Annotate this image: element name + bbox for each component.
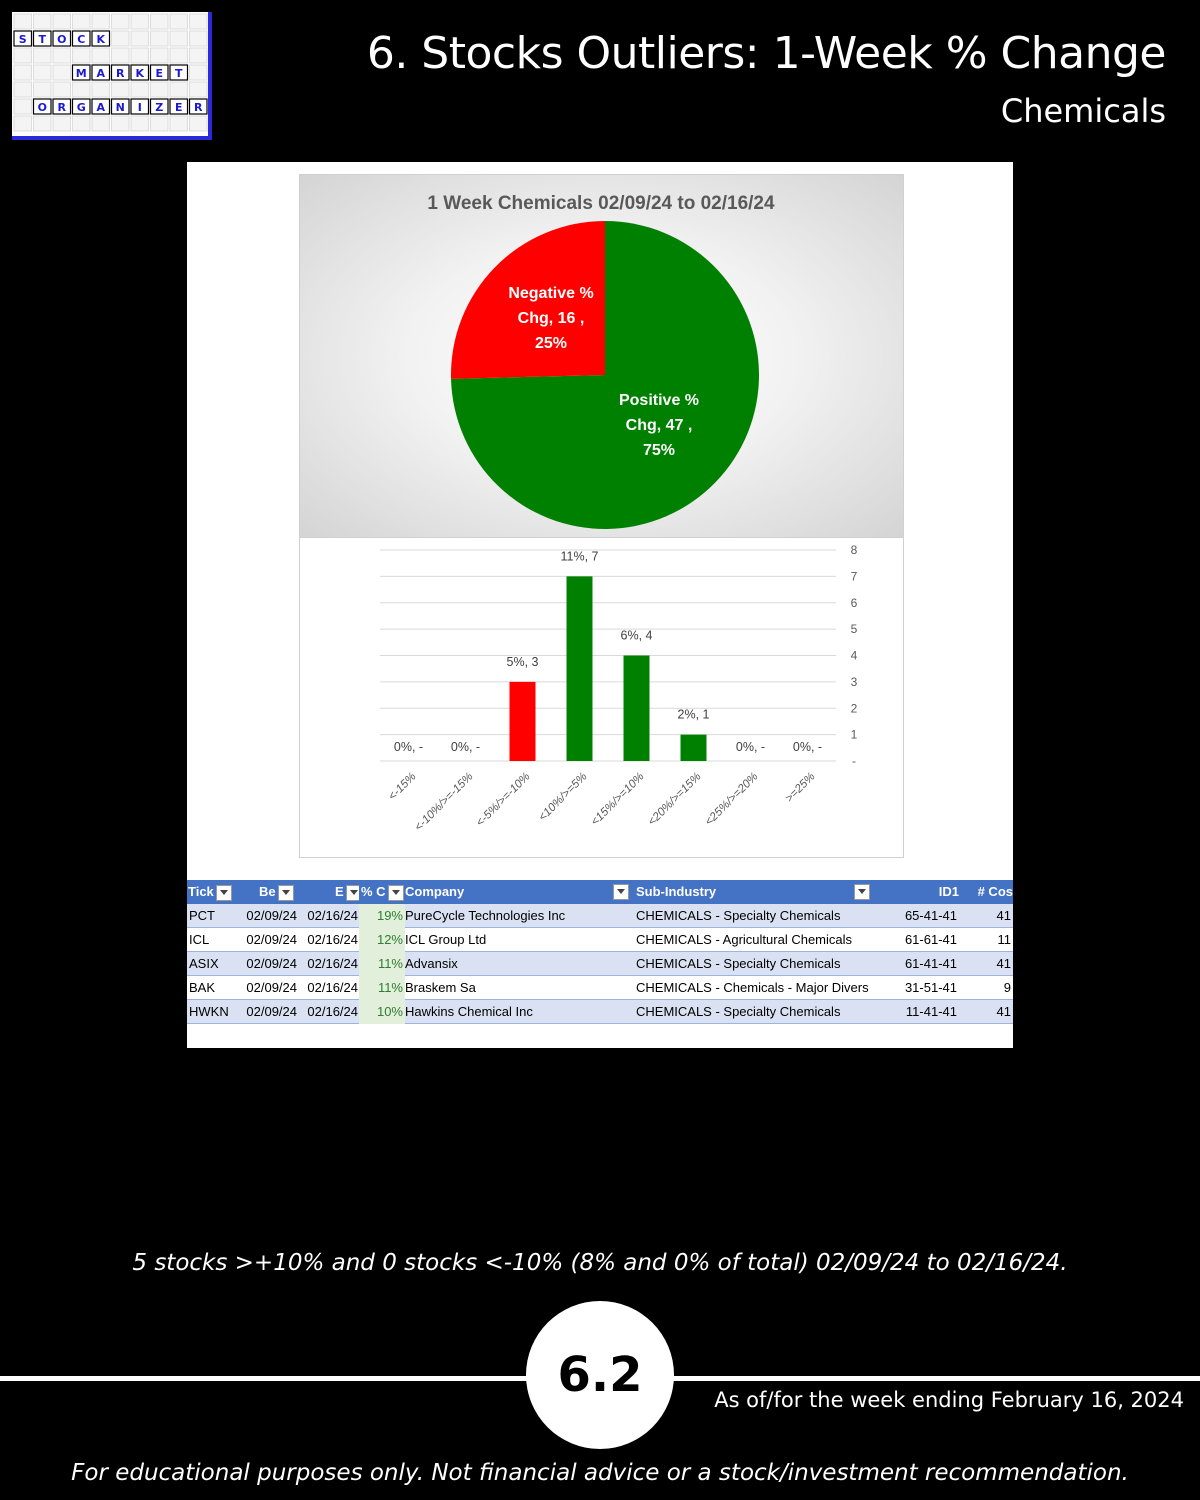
y-tick-label: 8 <box>850 543 858 557</box>
header-cell-begin[interactable]: Be <box>259 880 297 904</box>
y-tick-label: 7 <box>850 569 858 584</box>
logo-letter: N <box>115 101 125 114</box>
cell-num-cos[interactable]: 41 <box>996 956 1011 971</box>
bar-data-label: 0%, - <box>393 740 424 754</box>
logo-letter: E <box>155 67 164 80</box>
y-tick-label: 2 <box>850 701 858 716</box>
logo-letter: R <box>116 67 125 80</box>
cell-company[interactable]: PureCycle Technologies Inc <box>405 908 566 923</box>
pie-chart <box>300 175 903 537</box>
as-of-date: As of/for the week ending February 16, 2024 <box>714 1388 1184 1412</box>
bar-data-label: 2%, 1 <box>677 707 710 722</box>
cell-pct-change[interactable]: 19% <box>359 904 405 928</box>
page-subtitle: Chemicals <box>1000 92 1166 130</box>
bar <box>510 682 536 761</box>
bar-data-label: 0%, - <box>450 740 481 754</box>
x-category-label: <25%/>=20% <box>703 770 761 829</box>
logo-letter: I <box>137 101 142 114</box>
cell-num-cos[interactable]: 41 <box>996 1004 1011 1019</box>
y-tick-label: 5 <box>850 622 858 637</box>
table-row <box>187 952 1013 976</box>
header-cell-ticker[interactable]: Tick <box>188 880 234 904</box>
bar-chart <box>300 538 903 856</box>
cell-num-cos[interactable]: 9 <box>1003 980 1011 995</box>
x-category-label: <-15% <box>386 770 419 803</box>
pie-label-line: 25% <box>534 335 568 352</box>
table-row <box>187 904 1013 928</box>
pie-chart-title: 1 Week Chemicals 02/09/24 to 02/16/24 <box>427 193 775 214</box>
cell-begin-date[interactable]: 02/09/24 <box>246 980 297 995</box>
cell-pct-change[interactable]: 11% <box>359 976 405 1000</box>
x-category-label: <10%/>=5% <box>536 770 590 824</box>
cell-begin-date[interactable]: 02/09/24 <box>246 1004 297 1019</box>
pie-label-line: Negative % <box>508 285 594 302</box>
logo-letter: K <box>135 67 145 80</box>
table-row <box>187 1000 1013 1024</box>
logo-letter: T <box>38 33 47 46</box>
header-cell-company[interactable]: Company <box>405 880 635 904</box>
logo-letter: E <box>174 101 183 114</box>
section-badge: 6.2 <box>526 1301 674 1449</box>
logo-letter: G <box>76 101 86 114</box>
logo-letter: R <box>194 101 203 114</box>
cell-ticker[interactable]: PCT <box>189 908 215 923</box>
disclaimer: For educational purposes only. Not financial advice or a stock/investment recommendation. <box>71 1460 1129 1486</box>
filter-dropdown-icon[interactable] <box>216 885 232 901</box>
logo-letter: M <box>75 67 87 80</box>
page-title: 6. Stocks Outliers: 1-Week % Change <box>366 28 1166 79</box>
bar-chart-area <box>299 538 904 858</box>
cell-company[interactable]: ICL Group Ltd <box>405 932 487 947</box>
cell-id1[interactable]: 61-41-41 <box>904 956 957 971</box>
logo-letter: A <box>96 101 106 114</box>
y-tick-label: 6 <box>850 595 858 610</box>
bar <box>567 576 593 761</box>
table-row <box>187 976 1013 1000</box>
filter-dropdown-icon[interactable] <box>388 885 404 901</box>
y-tick-label: 1 <box>850 727 858 742</box>
pie-chart-area <box>299 174 904 538</box>
logo-letter: S <box>18 33 27 46</box>
filter-dropdown-icon[interactable] <box>854 884 870 900</box>
bar-data-label: 11%, 7 <box>560 549 599 564</box>
cell-ticker[interactable]: ICL <box>189 932 210 947</box>
cell-id1[interactable]: 11-41-41 <box>905 1004 957 1019</box>
logo-letter: A <box>96 67 106 80</box>
bar-data-label: 6%, 4 <box>620 628 653 643</box>
chart-panel <box>187 162 1013 1048</box>
cell-sub-industry[interactable]: CHEMICALS - Specialty Chemicals <box>636 956 841 971</box>
header-cell-id1[interactable]: ID1 <box>938 884 959 899</box>
filter-dropdown-icon[interactable] <box>613 884 629 900</box>
y-tick-label: 4 <box>850 648 858 663</box>
logo-letter: O <box>37 101 47 114</box>
cell-ticker[interactable]: BAK <box>189 980 216 995</box>
x-category-label: <-10%/>=-15% <box>412 770 476 834</box>
cell-sub-industry[interactable]: CHEMICALS - Specialty Chemicals <box>636 1004 841 1019</box>
cell-end-date[interactable]: 02/16/24 <box>307 908 358 923</box>
logo-letter: T <box>174 67 183 80</box>
cell-id1[interactable]: 65-41-41 <box>904 908 957 923</box>
header-cell-num-cos[interactable]: # Cos <box>977 884 1013 899</box>
bar-data-label: 5%, 3 <box>506 654 539 669</box>
cell-sub-industry[interactable]: CHEMICALS - Chemicals - Major Divers <box>636 980 869 995</box>
summary-text: 5 stocks >+10% and 0 stocks <-10% (8% and 0% of total) 02/09/24 to 02/16/24. <box>132 1250 1068 1276</box>
bar-data-label: 0%, - <box>735 740 766 754</box>
cell-pct-change[interactable]: 10% <box>359 1000 405 1024</box>
cell-end-date[interactable]: 02/16/24 <box>307 932 358 947</box>
cell-begin-date[interactable]: 02/09/24 <box>246 932 297 947</box>
cell-end-date[interactable]: 02/16/24 <box>307 956 358 971</box>
x-category-label: >=25% <box>783 770 818 805</box>
logo-letter: Z <box>155 101 164 114</box>
cell-id1[interactable]: 61-61-41 <box>904 932 957 947</box>
y-tick-label: 3 <box>850 674 858 689</box>
pie-label-line: 75% <box>642 442 676 459</box>
cell-ticker[interactable]: HWKN <box>189 1004 229 1019</box>
table-body <box>187 904 1013 1024</box>
table-row <box>187 928 1013 952</box>
bar-data-label: 0%, - <box>792 740 823 754</box>
logo <box>12 12 212 140</box>
cell-begin-date[interactable]: 02/09/24 <box>246 908 297 923</box>
header-cell-end[interactable]: E <box>335 880 359 904</box>
cell-id1[interactable]: 31-51-41 <box>904 980 957 995</box>
pie-label-line: Positive % <box>618 392 700 409</box>
logo-letter: O <box>57 33 67 46</box>
logo-letter: C <box>77 33 86 46</box>
cell-company[interactable]: Hawkins Chemical Inc <box>405 1004 533 1019</box>
cell-num-cos[interactable]: 41 <box>996 908 1011 923</box>
filter-dropdown-icon[interactable] <box>278 885 294 901</box>
bar <box>681 735 707 761</box>
header-cell-pct-change[interactable]: % C <box>361 880 405 904</box>
bar <box>624 656 650 762</box>
outliers-table <box>187 880 1013 1024</box>
logo-word <box>14 31 110 46</box>
cell-num-cos[interactable]: 11 <box>997 932 1011 947</box>
table-header-row <box>187 880 1013 904</box>
pie-label-line: Chg, 16 , <box>517 310 585 327</box>
cell-begin-date[interactable]: 02/09/24 <box>246 956 297 971</box>
filter-dropdown-icon[interactable] <box>346 885 359 901</box>
cell-company[interactable]: Braskem Sa <box>405 980 476 995</box>
cell-ticker[interactable]: ASIX <box>189 956 219 971</box>
logo-word <box>73 65 188 80</box>
logo-letter: K <box>96 33 106 46</box>
logo-letter: R <box>57 101 66 114</box>
pie-label-line: Chg, 47 , <box>625 417 693 434</box>
cell-sub-industry[interactable]: CHEMICALS - Specialty Chemicals <box>636 908 841 923</box>
cell-sub-industry[interactable]: CHEMICALS - Agricultural Chemicals <box>636 932 853 947</box>
cell-end-date[interactable]: 02/16/24 <box>307 980 358 995</box>
cell-pct-change[interactable]: 12% <box>359 928 405 952</box>
cell-pct-change[interactable]: 11% <box>359 952 405 976</box>
y-tick-label: - <box>852 754 856 768</box>
logo-word <box>34 99 208 114</box>
x-category-label: <15%/>=10% <box>589 770 647 829</box>
cell-company[interactable]: Advansix <box>405 956 458 971</box>
cell-end-date[interactable]: 02/16/24 <box>307 1004 358 1019</box>
header-cell-sub-industry[interactable]: Sub-Industry <box>636 880 876 904</box>
x-category-label: <20%/>=15% <box>646 770 704 829</box>
x-category-label: <-5%/>=-10% <box>474 770 533 830</box>
